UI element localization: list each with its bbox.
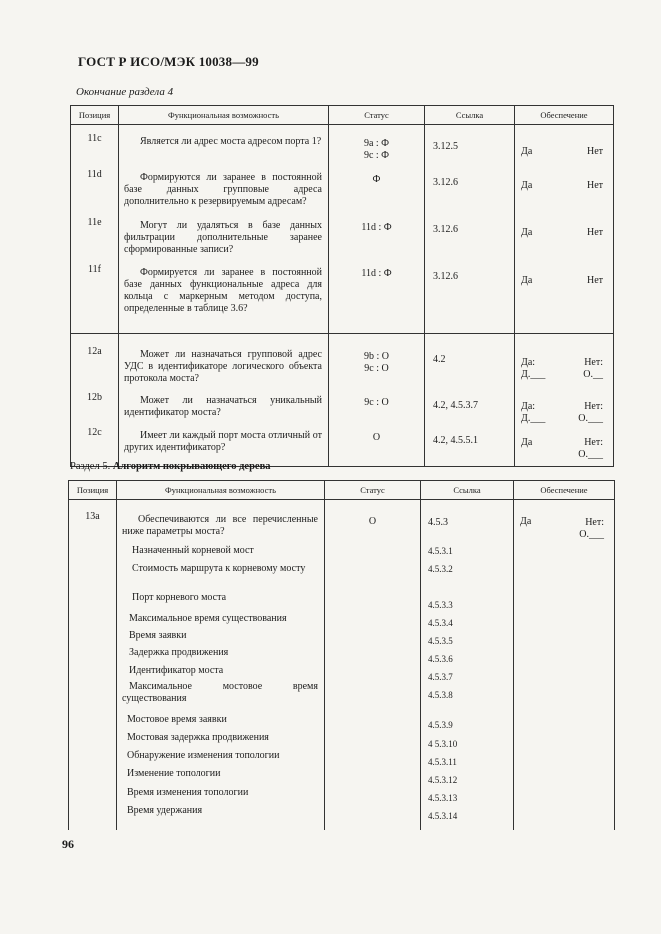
support-no: Нет (586, 227, 603, 238)
table-cell-position: 11c (87, 133, 102, 144)
table-section-5 (68, 480, 615, 830)
parameter-item: Время изменения топологии (127, 787, 249, 798)
support-no-line: О.___ (578, 413, 603, 424)
table-cell-feature: Является ли адрес моста адресом порта 1? (140, 136, 322, 147)
reference-item: 4.5.3.11 (428, 757, 457, 767)
support-no: Нет (586, 146, 603, 157)
column-header-support: Обеспечение (514, 481, 615, 500)
column-header-feature: Функциональная возможность (117, 481, 325, 500)
parameter-item: Время удержания (127, 805, 203, 816)
support-yes-line: Да: (521, 357, 536, 368)
status-line: 9c : Ф (363, 150, 390, 161)
support-no-line: О.__ (583, 369, 603, 380)
table-header-row (69, 481, 615, 500)
table-cell-feature: Обеспечиваются ли все перечисленные ниже параметры моста? (122, 514, 318, 537)
reference-item: 4.5.3.6 (428, 654, 453, 664)
support-no-line: Нет: (584, 357, 603, 368)
support-no-line: О.___ (579, 529, 604, 540)
support-no (579, 517, 604, 541)
parameter-item: Изменение топологии (127, 768, 221, 779)
column-header-position: Позиция (71, 106, 119, 125)
reference-item: 4.5.3.2 (428, 564, 453, 574)
parameter-item: Стоимость маршрута к корневому мосту (132, 563, 306, 574)
column-header-reference: Ссылка (425, 106, 515, 125)
support-yes: Да (520, 516, 532, 527)
table-cell-feature: Формируются ли заранее в постоянной базе данных групповые адреса дополнительно к резервируемым адресам? (124, 172, 322, 207)
table-cell-reference: 4.2 (433, 354, 446, 365)
status-line: 9a : Ф (363, 138, 390, 149)
reference-item: 4.5.3 (428, 517, 448, 528)
table-cell-position: 13a (85, 511, 100, 522)
support-no (578, 401, 603, 425)
table-cell-feature: Может ли назначаться групповой адрес УДС в идентификаторе логического объекта протокола моста? (124, 349, 322, 384)
table-section-4-end (70, 105, 614, 467)
status-line: 9b : О (364, 351, 389, 362)
reference-item: 4.5.3.5 (428, 636, 453, 646)
reference-item: 4.5.3.1 (428, 546, 453, 556)
column-header-reference: Ссылка (421, 481, 514, 500)
table-cell-feature: Имеет ли каждый порт моста отличный от других идентификатор? (124, 430, 322, 453)
table-cell-reference: 3.12.5 (433, 141, 458, 152)
table-cell-status (329, 351, 424, 375)
reference-item: 4 5.3.10 (428, 739, 458, 749)
support-no-line: Нет: (584, 401, 603, 412)
section-title: Алгоритм покрывающего дерева (112, 461, 271, 472)
table-cell-status (329, 138, 424, 162)
table-cell-position: 11d (87, 169, 102, 180)
table-cell-status: 9c : О (364, 397, 389, 408)
parameter-item: Задержка продвижения (129, 647, 229, 658)
parameter-item: Мостовая задержка продвижения (127, 732, 269, 743)
reference-item: 4.5.3.9 (428, 720, 453, 730)
parameter-item: Назначенный корневой мост (132, 545, 254, 556)
table-cell-position: 11f (88, 264, 101, 275)
parameter-item: Максимальное время существования (129, 613, 287, 624)
reference-item: 4.5.3.7 (428, 672, 453, 682)
table-cell-position: 12b (87, 392, 102, 403)
support-yes-line: Д.___ (521, 413, 546, 424)
support-no-line: Нет: (584, 437, 603, 448)
table-cell-status: О (368, 516, 377, 527)
column-header-position: Позиция (69, 481, 117, 500)
document-title: ГОСТ Р ИСО/МЭК 10038—99 (78, 54, 259, 69)
support-no: Нет (586, 275, 603, 286)
page-number: 96 (62, 837, 74, 851)
support-no (583, 357, 603, 381)
table-cell-feature: Могут ли удаляться в базе данных фильтрации дополнительные заранее сформированные записи? (124, 220, 322, 255)
support-yes-line: Да: (521, 401, 536, 412)
status-line: 9c : О (364, 363, 389, 374)
table-cell-reference: 4.2, 4.5.3.7 (433, 400, 478, 411)
table-cell-position: 12a (87, 346, 102, 357)
parameter-item: Максимальное мостовое время существования (122, 681, 318, 704)
table-cell-status: 11d : Ф (361, 222, 392, 233)
table-cell-position: 11e (87, 217, 102, 228)
parameter-item: Время заявки (129, 630, 187, 641)
section-heading (70, 461, 271, 472)
table-cell-reference: 3.12.6 (433, 177, 458, 188)
table-cell-status: Ф (372, 174, 381, 185)
table-cell-status: 11d : Ф (361, 268, 392, 279)
support-yes: Да (521, 275, 533, 286)
reference-item: 4.5.3.13 (428, 793, 458, 803)
reference-item: 4.5.3.4 (428, 618, 453, 628)
support-yes (521, 357, 545, 381)
table-cell-feature: Формируется ли заранее в постоянной базе данных функциональные адреса для кольца с маркерным методом доступа, определенные в таблице 3.6? (124, 267, 322, 314)
reference-item: 4.5.3.3 (428, 600, 453, 610)
parameter-item: Идентификатор моста (129, 665, 224, 676)
support-yes: Да (521, 180, 533, 191)
reference-item: 4.5.3.14 (428, 811, 458, 821)
parameter-item: Порт корневого моста (132, 592, 227, 603)
reference-item: 4.5.3.12 (428, 775, 458, 785)
support-no: Нет (586, 180, 603, 191)
parameter-item: Обнаружение изменения топологии (127, 750, 280, 761)
table-cell-reference: 4.2, 4.5.5.1 (433, 435, 478, 446)
column-header-status: Статус (325, 481, 421, 500)
support-no (578, 437, 603, 461)
support-yes: Да (521, 227, 533, 238)
support-no-line: Нет: (585, 517, 604, 528)
table-cell-status: О (372, 432, 381, 443)
support-yes-line: Д.___ (521, 369, 546, 380)
column-header-feature: Функциональная возможность (119, 106, 329, 125)
support-yes (521, 401, 545, 425)
parameter-item: Мостовое время заявки (127, 714, 227, 725)
table-cell-position: 12c (87, 427, 102, 438)
reference-item: 4.5.3.8 (428, 690, 453, 700)
table-cell-reference: 3.12.6 (433, 224, 458, 235)
support-yes: Да (521, 437, 533, 448)
table-segment-12 (71, 334, 614, 467)
column-header-status: Статус (329, 106, 425, 125)
table-row-13a (69, 500, 615, 831)
table-header-row (71, 106, 614, 125)
table-cell-feature: Может ли назначаться уникальный идентификатор моста? (124, 395, 322, 418)
support-no-line: О.___ (578, 449, 603, 460)
support-yes: Да (521, 146, 533, 157)
section-prefix: Раздел 5. (70, 461, 111, 472)
table-cell-reference: 3.12.6 (433, 271, 458, 282)
column-header-support: Обеспечение (515, 106, 614, 125)
table-caption: Окончание раздела 4 (76, 86, 174, 98)
table-segment-11 (71, 125, 614, 334)
